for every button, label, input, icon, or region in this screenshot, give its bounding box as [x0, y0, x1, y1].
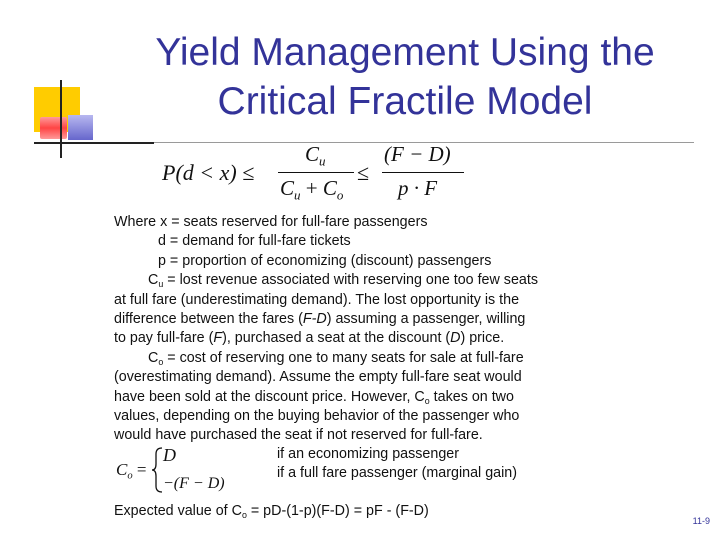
case2-value: −(F − D): [163, 475, 225, 492]
def-line-9: (overestimating demand). Assume the empty full-fare seat would: [114, 369, 522, 386]
title-line-1: Yield Management Using the: [155, 31, 655, 74]
formula-lhs: P(d < x) ≤: [162, 160, 255, 185]
frac2-numerator: (F − D): [384, 142, 451, 166]
case1-text: if an economizing passenger: [277, 446, 459, 462]
def-line-12: would have purchased the seat if not reserved for full-fare.: [114, 427, 483, 444]
frac1-bar: [278, 172, 354, 173]
piecewise-lhs: $C_o$ =: [116, 460, 147, 482]
def-line-d: d = demand for full-fare tickets: [158, 233, 351, 250]
slide-number: 11-9: [692, 516, 710, 526]
definitions-text: [114, 213, 538, 446]
def-line-10: have been sold at the discount price. However, $C_o$ takes on two: [114, 388, 514, 406]
title-line-2: Critical Fractile Model: [217, 80, 593, 123]
def-line-x: Where x = seats reserved for full-fare passengers: [114, 214, 428, 230]
def-line-11: values, depending on the buying behavior of the passenger who: [114, 407, 520, 424]
logo-blue-square: [68, 115, 93, 140]
logo-horizontal-line: [34, 142, 154, 144]
frac2-bar: [382, 172, 464, 173]
frac2-denominator: p · F: [398, 176, 438, 200]
piecewise-brace: [150, 446, 164, 494]
def-line-5: at full fare (underestimating demand). The lost opportunity is the: [114, 291, 520, 308]
case1-value: D: [163, 445, 176, 465]
def-line-p: p = proportion of economizing (discount) passengers: [158, 252, 492, 269]
slide-title: [105, 28, 705, 126]
case2-text: if a full fare passenger (marginal gain): [277, 465, 517, 481]
def-line-cu: $C_u$ = lost revenue associated with reserving one too few seats: [148, 272, 538, 290]
frac1-numerator: $C_u$: [305, 142, 326, 169]
def-line-co: $C_o = \cos t$ of reserving one to many seats for sale at full-fare: [148, 349, 524, 367]
logo-vertical-line: [60, 80, 62, 158]
expected-value-line: Expected value of $C_o = pD-(1-p)(F-D)$ = pF - (F-D): [114, 503, 429, 521]
logo-red-bar: [40, 117, 67, 139]
frac1-denominator: $C_u + C_o$: [280, 176, 344, 203]
def-line-7: to pay full-fare (F), purchased a seat at the discount (D) price.: [114, 330, 505, 347]
def-line-6: difference between the fares (F-D) assuming a passenger, willing: [114, 310, 526, 327]
formula-leq: ≤: [357, 160, 370, 185]
